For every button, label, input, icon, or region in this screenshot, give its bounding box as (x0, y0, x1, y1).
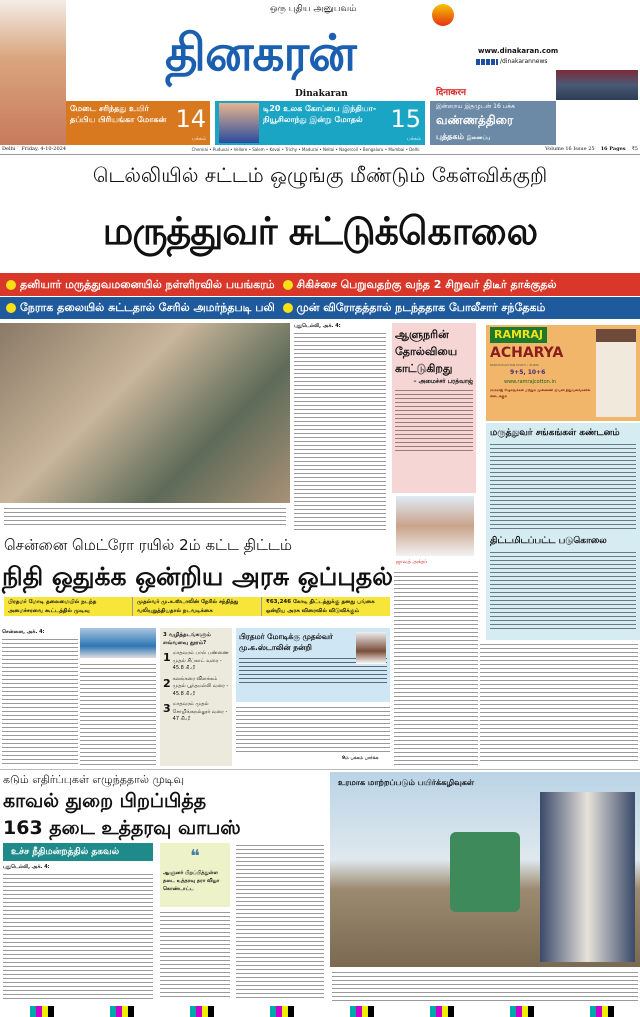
police-headline-2[interactable]: 163 தடை உத்தரவு வாபஸ் (3, 817, 241, 839)
teaser-2[interactable] (215, 101, 425, 145)
police-body (3, 872, 153, 1000)
metro-body (2, 637, 78, 765)
lead-headline[interactable]: மருத்துவர் சுட்டுக்கொலை (102, 209, 538, 253)
police-body-3 (236, 843, 324, 1000)
sun-logo-icon (432, 4, 454, 26)
teaser-text: மேடை சரிந்தது உயிர் தப்பிய பிரியங்கா மோகன் (70, 104, 167, 124)
section-divider (0, 769, 640, 770)
teaser-page-number: 14 (175, 105, 206, 133)
ad-note: ராம்ராஜ் ஷோரூம்கள் மற்றும் முன்னணி ஜவுளி நிறுவனங்களில் கிடைக்கும் (490, 388, 591, 398)
metro-train-photo (80, 628, 156, 658)
publication-date: Friday, 4-10-2024 (21, 146, 67, 152)
quote-box (160, 843, 230, 907)
metro-body-2 (80, 662, 156, 765)
police-headline-1[interactable]: காவல் துறை பிறப்பித்த (3, 790, 207, 812)
ad-sub: PANCHAKACHAM DHOTI • KURTA (490, 363, 540, 367)
court-banner: உச்ச நீதிமன்றத்தில் தகவல் (3, 843, 153, 861)
social-icons (476, 59, 498, 65)
teaser-title: வண்ணத்திரை (436, 113, 514, 127)
ad-sizes: 9+5, 10+6 (510, 369, 546, 376)
photo-caption (4, 506, 286, 528)
stalin-photo (356, 632, 386, 664)
ad-brand: RAMRAJ (490, 327, 547, 343)
masthead-tagline: ஒரு புதிய அனுபவம் (270, 4, 357, 14)
thanks-box (236, 628, 390, 702)
logo-english: Dinakaran (295, 89, 348, 99)
teaser-page-number: 15 (390, 105, 421, 133)
lead-body (294, 331, 386, 530)
metro-highlights (4, 597, 390, 616)
edition-city: Delhi (2, 146, 16, 152)
route-item: 2 கலங்கரை விளக்கம் முதல் பூந்தமல்லி வரை - 45.8 கி.மீ (163, 675, 229, 697)
thanks-body (236, 705, 390, 753)
ad-url[interactable]: www.ramrajcotton.in (504, 379, 557, 385)
print-color-bar (0, 1006, 640, 1017)
continued-body (480, 642, 638, 764)
ramraj-ad[interactable] (486, 325, 640, 421)
highlight: பிரதமர் மோடி தலைமையில் நடந்த அமைச்சரவை கூட்டத்தில் முடிவு (4, 597, 133, 616)
highlight-bar-red (0, 273, 640, 296)
protest-photo (0, 323, 290, 503)
quote-icon: ❝ (190, 846, 200, 867)
doctor-photo (396, 496, 474, 556)
teaser-sub2: இணைப்பு (466, 135, 491, 141)
doctor-body (394, 570, 478, 765)
highlight: தனியார் மருத்துவமனையில் நள்ளிரவில் பயங்கரம் (20, 278, 275, 291)
teaser-text: டி20 உலக கோப்பை இந்தியா-நியூசிலாந்து இன்று மோதல் (263, 104, 377, 124)
highlight: சிகிச்சை பெறுவதற்கு வந்த 2 சிறுவர் திடீர் தாக்குதல் (296, 278, 557, 291)
route-item: 1 மாதவரம் பால் பண்ணை முதல் சிப்காட் வரை - 45.8 கி.மீ (163, 650, 229, 671)
sidebox-byline: – அமைச்சர் பரத்வாஜ் (413, 378, 473, 385)
highlight: முன் விரோதத்தால் நடந்ததாக போலீசார் சந்தேகம் (296, 301, 546, 314)
farm-caption-body (332, 970, 638, 1002)
lead-dateline: புதுடெல்லி, அக். 4: (294, 323, 341, 329)
highlight: முதல்வர் மு.க.ஸ்டாலின் நேரில் சந்தித்து வலியுறுத்தியதால் நடவடிக்கை (133, 597, 262, 616)
police-body-2 (160, 910, 230, 1000)
actress-photo (0, 0, 66, 145)
routes-box (160, 628, 232, 766)
website-link[interactable]: www.dinakaran.com (478, 47, 559, 55)
thanks-title: பிரதமர் மோடிக்கு முதல்வர் மு.க.ஸ்டாலின் நன்றி (239, 632, 333, 652)
condemn-title-2: திட்டமிடப்பட்ட படுகொலை (490, 536, 607, 546)
condemn-box (486, 423, 640, 640)
social-handle[interactable]: /dinakarannews (500, 58, 548, 65)
metro-kicker: சென்னை மெட்ரோ ரயில் 2ம் கட்ட திட்டம் (4, 536, 292, 554)
teaser-text: இன்றைய இதழுடன் 16 பக்க (436, 103, 515, 110)
doctor-caption: ஜாவத் அக்தர் (396, 559, 428, 565)
people (540, 792, 635, 962)
quote-text: ஆளுனர் பிறப்பித்துள்ள தடை உத்தரவு தரா விழா கொண்டாட்ட (163, 870, 220, 892)
condemn-title: மருத்துவர் சங்கங்கள் கண்டனம் (490, 428, 620, 438)
metro-dateline: சென்னை, அக். 4: (2, 629, 45, 635)
teaser-1[interactable] (66, 101, 210, 145)
cricketer-photo (219, 103, 259, 143)
lead-kicker: டெல்லியில் சட்டம் ஒழுங்கு மீண்டும் கேள்விக்குறி (92, 163, 548, 187)
teaser-page-label: பக்கம் (406, 136, 421, 142)
tractor (450, 832, 520, 912)
routes-title: 3 வழித்தடங்களும் எவ்வளவு தூரம்? (163, 632, 211, 646)
price: ₹5 (631, 146, 638, 152)
highlight: ₹63,246 கோடி திட்டத்துக்கு தனது பங்கை ஒன்றிய அரசு விரைவில் விடுவிக்கும் (266, 599, 375, 614)
police-dateline: புதுடெல்லி, அக். 4: (3, 864, 50, 870)
ad-model-photo (596, 329, 636, 417)
metro-headline[interactable]: நிதி ஒதுக்க ஒன்றிய அரசு ஒப்புதல் (2, 562, 393, 591)
farm-photo (330, 772, 640, 967)
sidebox-title: ஆளுநரின் தோல்வியை காட்டுகிறது (395, 328, 458, 375)
page-count: 16 Pages (600, 146, 626, 152)
teaser-3[interactable] (430, 101, 556, 145)
route-item: 3 மாதவரம் முதல் சோழிங்கநல்லூர் வரை - 47 கி.மீ (163, 701, 228, 722)
ad-product: ACHARYA (490, 345, 564, 361)
teaser-page-label: பக்கம் (191, 136, 206, 142)
magazine-cover (556, 70, 638, 100)
farm-caption: உரமாக மாற்றப்படும் பயிர்க்கழிவுகள் (338, 778, 475, 787)
logo-hindi: दिनाकरन (436, 88, 467, 98)
logo[interactable]: தினகரன் (165, 24, 356, 82)
volume-issue: Volume 16 Issue 25 (545, 146, 595, 152)
teaser-sub: புத்தகம் (436, 132, 464, 141)
police-kicker: கடும் எதிர்ப்புகள் எழுந்ததால் முடிவு (3, 773, 184, 786)
sidebox (392, 323, 476, 493)
dateline-bar (0, 145, 640, 155)
continued-link[interactable]: 9ம் பக்கம் பார்க்க (342, 756, 379, 761)
highlight: நேராக தலையில் சுட்டதால் சேரில் அமர்ந்தபடி பலி (20, 301, 275, 314)
highlight-bar-blue (0, 297, 640, 319)
editions-list: Chennai • Puduvai • Vellore • Salem • Kovai • Trichy • Madurai • Nellai • Nagercoil • Bengaluru • Mumbai • Delhi (191, 147, 420, 152)
